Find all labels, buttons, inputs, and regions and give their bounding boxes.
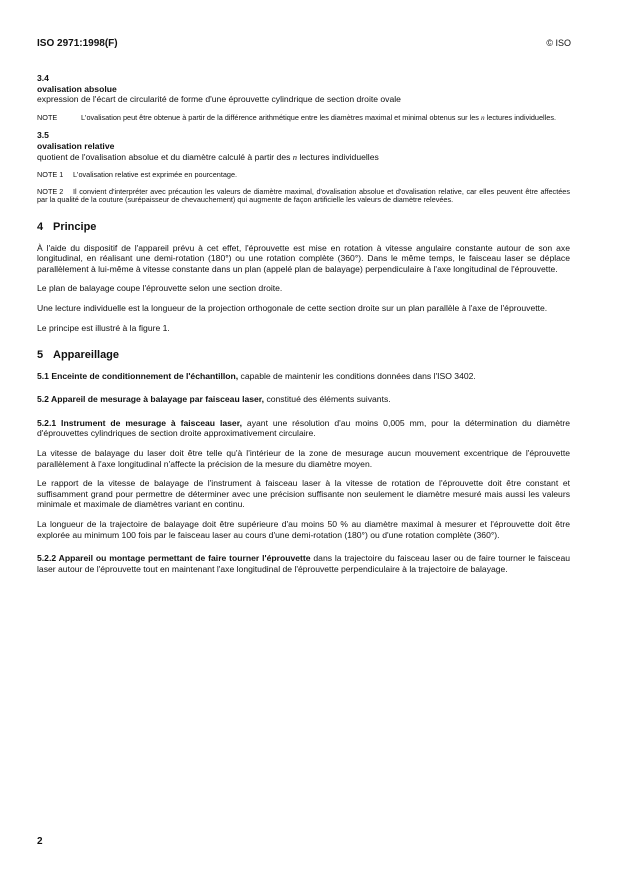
document-body — [37, 73, 570, 583]
section-heading-principe — [37, 222, 570, 233]
copyright-mark: © ISO — [546, 38, 571, 48]
term-definition: expression de l'écart de circularité de forme d'une éprouvette cylindrique de section droite ovale — [37, 94, 401, 105]
clause-5-1 — [37, 371, 570, 382]
paragraph: Le principe est illustré à la figure 1. — [37, 322, 170, 333]
note-label: NOTE — [37, 112, 58, 122]
note-2 — [37, 188, 570, 205]
section-heading-appareillage — [37, 350, 570, 361]
note-label: NOTE 1 — [37, 170, 64, 180]
clause-text: ayant une résolution d'au moins 0,005 mm, pour la détermination du diamètre d'éprouvettes cylindriques de section droite approximativement circulaire. — [37, 417, 571, 439]
term-name: ovalisation absolue — [37, 83, 117, 94]
document-id: ISO 2971:1998(F) — [37, 38, 118, 49]
note — [37, 114, 570, 123]
paragraph: Une lecture individuelle est la longueur de la projection orthogonale de cette section droite sur un plan parallèle à l'axe de l'éprouvette. — [37, 302, 548, 313]
note-text: L'ovalisation relative est exprimée en pourcentage. — [73, 170, 238, 180]
definition-text: quotient de l'ovalisation absolue et du diamètre calculé à partir des — [37, 151, 293, 162]
definition-text-end: lectures individuelles — [297, 151, 379, 162]
clause-lead: 5.1 Enceinte de conditionnement de l'échantillon, — [37, 370, 239, 381]
clause-5-2-1 — [37, 418, 570, 439]
section-title: Principe — [53, 220, 97, 233]
section-number: 4 — [37, 220, 44, 233]
page-number: 2 — [37, 836, 43, 847]
term-number: 3.5 — [37, 130, 49, 141]
term-number: 3.4 — [37, 73, 49, 83]
clause-5-2-2 — [37, 553, 570, 574]
term-definition — [37, 152, 570, 163]
clause-5-2 — [37, 394, 570, 405]
paragraph: La longueur de la trajectoire de balayage doit être supérieure d'au moins 50 % au diamètre maximal à mesurer et l'éprouvette doit être explorée au minimum 100 fois par le faisceau laser au cours d'une demi-rotation (180°) ou d'une rotation complète (360°). — [37, 519, 570, 540]
variable-n: n — [292, 151, 298, 162]
section-title: Appareillage — [53, 349, 120, 362]
paragraph: À l'aide du dispositif de l'appareil prévu à cet effet, l'éprouvette est mise en rotation à vitesse angulaire constante autour de son axe longitudinal, en réalisant une demi-rotation (180°) ou une rotation complète (360°). Dans le même temps, le faisceau laser se déplace parallèlement à lui-même à vitesse constante dans un plan (appelé plan de balayage) perpendiculaire à l'axe longitudinal de l'éprouvette. — [37, 242, 570, 274]
clause-lead: 5.2 Appareil de mesurage à balayage par faisceau laser, — [37, 394, 265, 405]
paragraph: Le plan de balayage coupe l'éprouvette selon une section droite. — [37, 283, 283, 294]
note-text: Il convient d'interpréter avec précaution les valeurs de diamètre maximal, d'ovalisation absolue et d'ovalisation relative, car elles peuvent être affectées par la qualité de la couture (surépaisseur de chevauchement) qui augmente de façon artificielle les valeurs de diamètre relevées. — [37, 186, 570, 205]
paragraph: Le rapport de la vitesse de balayage de l'instrument à faisceau laser à la vitesse de rotation de l'éprouvette doit être constant et suffisamment grand pour permettre de déterminer avec une précision suffisante non seulement le diamètre mesuré mais aussi les valeurs minimale et maximale de diamètres variant en continu. — [37, 478, 570, 510]
clause-text: constitué des éléments suivants. — [264, 394, 391, 405]
variable-n: n — [480, 112, 485, 122]
term-3-5 — [37, 130, 570, 205]
clause-text: dans la trajectoire du faisceau laser ou de faire tourner le faisceau laser autour de l'éprouvette tout en maintenant l'axe longitudinal de l'éprouvette perpendiculaire à la trajectoire de balayage. — [37, 553, 570, 574]
note-text: L'ovalisation peut être obtenue à partir de la différence arithmétique entre les diamètres maximal et minimal obtenus sur les — [81, 112, 481, 122]
term-name: ovalisation relative — [37, 140, 115, 151]
note-label: NOTE 2 — [37, 186, 64, 196]
note-1 — [37, 171, 570, 180]
clause-lead: 5.2.2 Appareil ou montage permettant de faire tourner l'éprouvette — [37, 553, 311, 564]
clause-lead: 5.2.1 Instrument de mesurage à faisceau laser, — [37, 417, 242, 428]
section-number: 5 — [37, 349, 44, 362]
clause-text: capable de maintenir les conditions données dans l'ISO 3402. — [238, 370, 476, 381]
term-3-4 — [37, 73, 570, 122]
note-text-end: lectures individuelles. — [484, 112, 557, 122]
paragraph: La vitesse de balayage du laser doit être telle qu'à l'intérieur de la zone de mesurage aucun mouvement excentrique de l'éprouvette parallèlement à l'axe longitudinal n'affecte la précision de la mesure du diamètre moyen. — [37, 448, 570, 469]
